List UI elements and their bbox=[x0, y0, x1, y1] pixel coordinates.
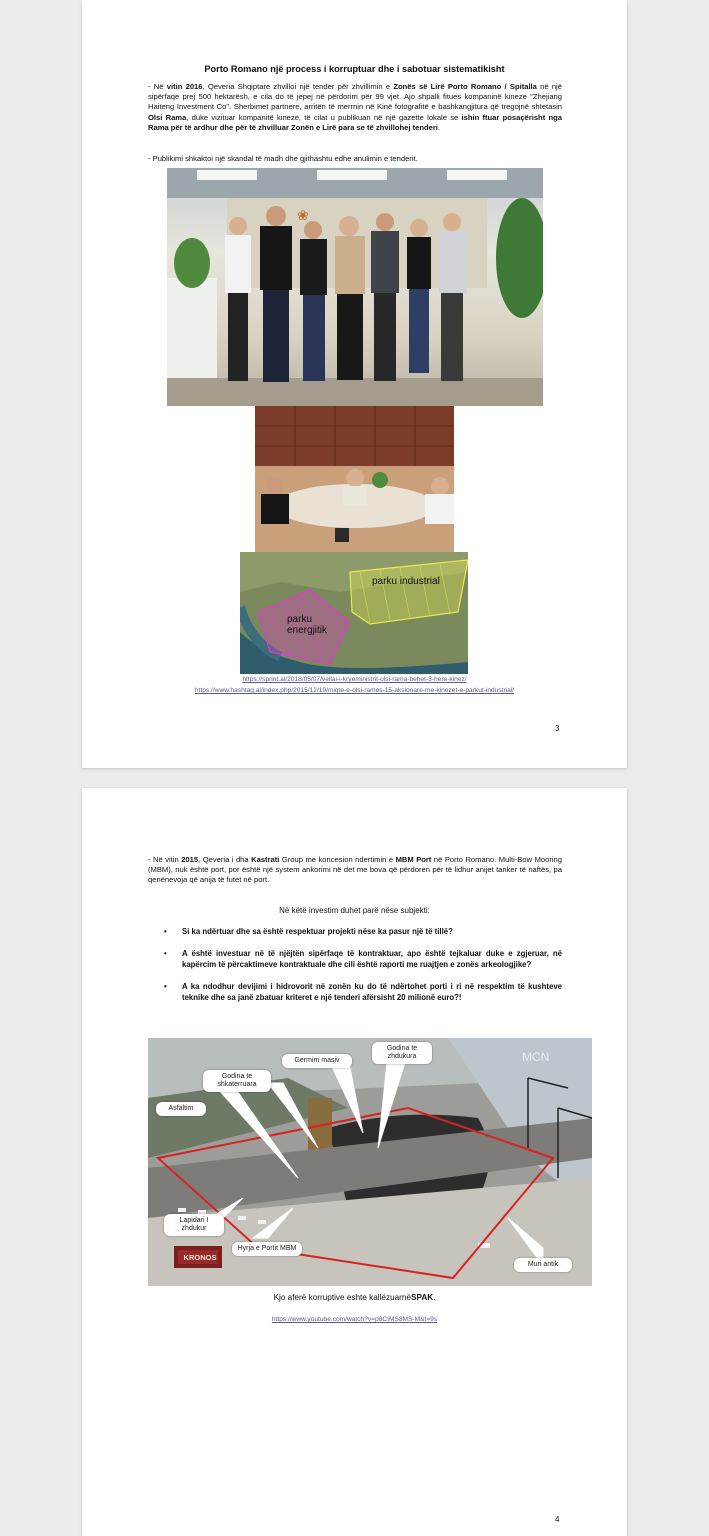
text-run-bold: Zonës së Lirë Porto Romano / Spitalla bbox=[393, 82, 537, 91]
paragraph-scandal: - Publikimi shkaktoi një skandal të madh dhe gjithashtu edhe anulimin e tenderit. bbox=[148, 154, 418, 163]
caption bbox=[82, 1293, 627, 1302]
text-run: , Qeveria i dha bbox=[198, 855, 252, 864]
text-run: , duke vizituar kompanitë kineze, të cilat u publikuan në një gazette lokale se bbox=[186, 112, 462, 122]
list-item bbox=[164, 981, 562, 1003]
callout-muri: Muri antik bbox=[514, 1258, 572, 1272]
list-item-text: A është investuar në të njëjtën sipërfaqe të kontraktuar, apo është tejkaluar duke e zgjeruar, në kapërcim të përcaktimeve kontraktuale dhe cili është raporti me ruajtjen e zonës arkeologjike? bbox=[182, 949, 562, 969]
document-page-4 bbox=[82, 788, 627, 1536]
document-page-3 bbox=[82, 0, 627, 768]
text-run: - Në bbox=[148, 82, 167, 91]
callout-asfaltim: Asfaltim bbox=[156, 1102, 206, 1116]
callout-zhdukura: Godina te zhdukura bbox=[372, 1042, 432, 1064]
kronos-logo: KRONOS bbox=[183, 1253, 217, 1262]
port-aerial-photo bbox=[148, 1038, 592, 1286]
caption-text: Kjo aferë korruptive eshte kallëzuarnë bbox=[273, 1293, 412, 1302]
text-run-bold: Olsi Rama bbox=[148, 112, 187, 122]
meeting-photo-art bbox=[255, 406, 454, 552]
paragraph-tender-2016 bbox=[148, 82, 562, 133]
page-number: 3 bbox=[555, 724, 560, 733]
callout-germim: Germim masiv bbox=[282, 1054, 352, 1068]
source-link-hashtag[interactable]: https://www.hashtag.al/index.php/2015/12/19/miqte-e-olsi-rames-15-aksionare-me-kinezet-e-parkut-industrial/ bbox=[194, 687, 515, 694]
text-run-bold: Kastrati bbox=[251, 855, 280, 864]
list-item-text: Si ka ndërtuar dhe sa është respektuar projekti nëse ka pasur një të tillë? bbox=[182, 927, 453, 936]
source-link-sprint[interactable]: https://sprint.al/2018/05/07/vellai-i-kryeministrit-olsi-rama-behet-3-here-kinez/ bbox=[242, 676, 467, 683]
bullet-glyph: • bbox=[164, 982, 167, 991]
group-photo-art bbox=[167, 168, 543, 406]
source-link-youtube[interactable]: https://www.youtube.com/watch?v=p8CIMS8MS-M&t=9s bbox=[271, 1316, 438, 1323]
page-number: 4 bbox=[555, 1515, 560, 1524]
aerial-map bbox=[240, 552, 468, 674]
text-run-bold: MBM Port bbox=[395, 855, 432, 864]
text-run: Group me koncesion ndertimin e bbox=[279, 855, 396, 864]
text-run-bold: 2015 bbox=[181, 855, 199, 864]
bullet-glyph: • bbox=[164, 949, 167, 958]
text-run: - Në vitin bbox=[148, 855, 182, 864]
investigation-intro: Në këtë investim duhet parë nëse subjekti: bbox=[279, 906, 430, 915]
map-label-industrial: parku industrial bbox=[372, 576, 440, 587]
caption-spak: SPAK bbox=[411, 1293, 434, 1302]
callout-lapidari: Lapidari I zhdukur bbox=[164, 1214, 224, 1236]
meeting-photo bbox=[255, 406, 454, 552]
list-item bbox=[164, 948, 562, 970]
svg-text:❀: ❀ bbox=[297, 209, 309, 224]
page-title: Porto Romano një process i korruptuar dhe i sabotuar sistematikisht bbox=[204, 64, 505, 74]
list-item-text: A ka ndodhur devijimi i hidrovorit në zonën ku do të ndërtohet porti i ri në respektim të kushteve teknike dhe sa janë zbatuar kriteret e një tenderi afërsisht 20 milionë euro?! bbox=[182, 982, 562, 1002]
callout-shkaterruara: Godina te shkaterruara bbox=[203, 1070, 271, 1092]
text-run: në një sipërfaqe prej 500 hektarësh, e cila do të jepej në përdorim për 99 vjet. Ajo shpalli fitues kompaninë kineze "Zhejiang Haiteng Investment Co". Sherbimet partnere, arritën të merrnin në Kinë fotografitë e bashkangjitura që tregojnë shtetasin bbox=[148, 82, 562, 112]
caption-end: . bbox=[433, 1293, 436, 1302]
bullet-glyph: • bbox=[164, 927, 167, 936]
text-run: , Qeveria Shqiptare zhvilloi një tender për zhvillimin e bbox=[202, 82, 394, 91]
question-list bbox=[164, 926, 562, 1014]
paragraph-mbm-port bbox=[148, 855, 562, 886]
text-run: . bbox=[437, 122, 441, 132]
text-run-bold: vitin 2016 bbox=[166, 82, 203, 91]
group-photo bbox=[167, 168, 543, 406]
map-label-energy: parku energjitik bbox=[287, 614, 328, 636]
text-run: në Porto Romano. Multi-Bow Mooring (MBM), nuk është port, por është një system ankorimi në det me bova që përdoren për të lidhur anijet tanker të naftës, pa qenënevoja që anija të futet në port. bbox=[148, 855, 562, 885]
aerial-map-art bbox=[240, 552, 468, 674]
list-item bbox=[164, 926, 562, 937]
mcn-watermark: MCN bbox=[522, 1050, 550, 1064]
callout-hyrja: Hyrja e Portit MBM bbox=[232, 1242, 302, 1256]
text-run-bold: ishin ftuar posaçërisht nga Rama për të ardhur dhe për të zhvilluar Zonën e Lirë para se të zhvillohej tenderi bbox=[148, 112, 562, 132]
